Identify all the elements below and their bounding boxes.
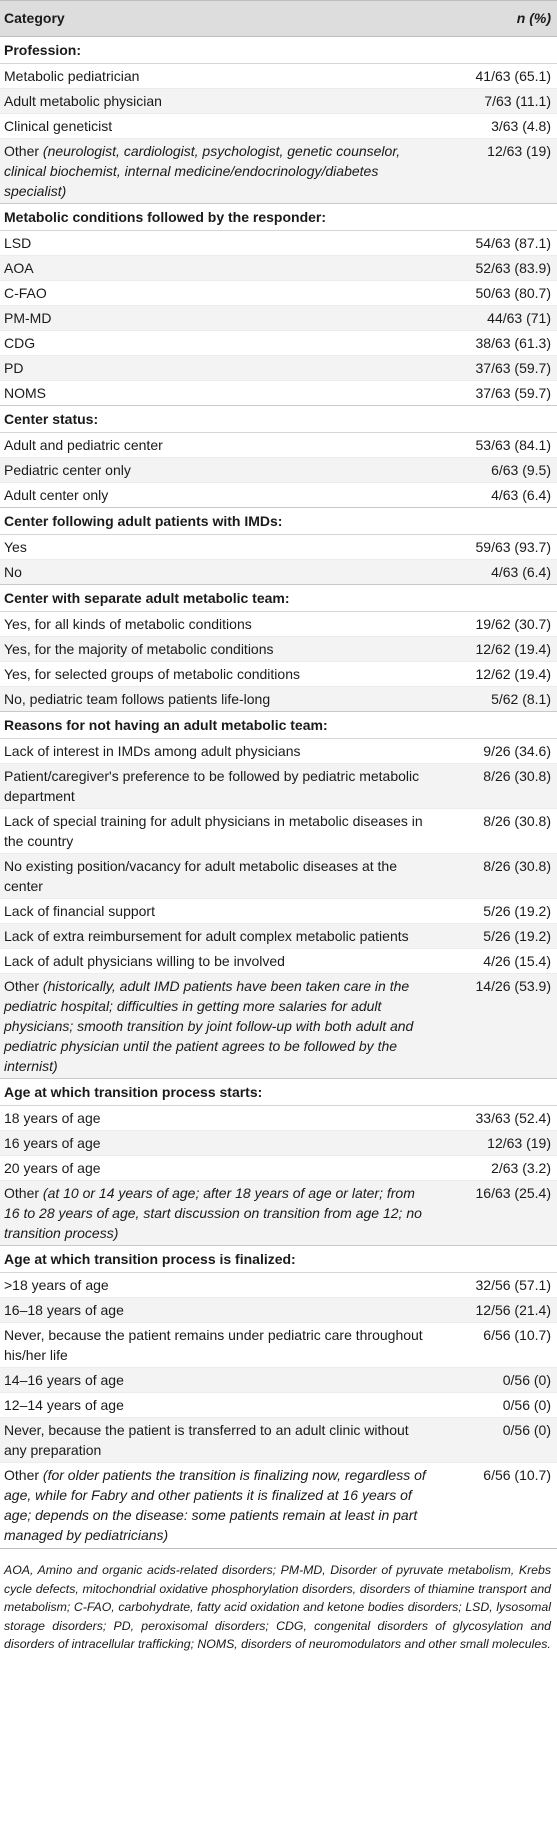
count-percent-cell: 53/63 (84.1) xyxy=(437,433,557,458)
count-percent-cell: 6/56 (10.7) xyxy=(437,1463,557,1548)
table-row xyxy=(0,433,557,458)
row-label: NOMS xyxy=(4,385,46,401)
category-cell xyxy=(0,458,437,483)
row-label: Other xyxy=(4,978,43,994)
row-label: Lack of interest in IMDs among adult physicians xyxy=(4,743,301,759)
category-cell xyxy=(0,1181,437,1246)
category-cell xyxy=(0,433,437,458)
category-cell xyxy=(0,1156,437,1181)
section-header-row xyxy=(0,37,557,64)
table-row xyxy=(0,949,557,974)
category-cell xyxy=(0,949,437,974)
table-row xyxy=(0,139,557,204)
count-percent-cell: 44/63 (71) xyxy=(437,306,557,331)
category-cell xyxy=(0,381,437,406)
row-label: Lack of adult physicians willing to be involved xyxy=(4,953,285,969)
section-title: Profession: xyxy=(0,37,557,64)
count-percent-cell: 54/63 (87.1) xyxy=(437,231,557,256)
count-percent-cell: 6/63 (9.5) xyxy=(437,458,557,483)
count-percent-cell: 5/62 (8.1) xyxy=(437,687,557,712)
category-cell xyxy=(0,1368,437,1393)
count-percent-cell: 12/62 (19.4) xyxy=(437,662,557,687)
category-cell xyxy=(0,1273,437,1298)
category-cell xyxy=(0,256,437,281)
table-row xyxy=(0,854,557,899)
section-title: Age at which transition process starts: xyxy=(0,1079,557,1106)
table-body xyxy=(0,37,557,1548)
count-percent-cell: 4/26 (15.4) xyxy=(437,949,557,974)
category-cell xyxy=(0,924,437,949)
count-percent-cell: 4/63 (6.4) xyxy=(437,560,557,585)
row-label: No existing position/vacancy for adult metabolic diseases at the center xyxy=(4,858,397,894)
category-cell xyxy=(0,764,437,809)
count-percent-cell: 38/63 (61.3) xyxy=(437,331,557,356)
row-label: Lack of special training for adult physicians in metabolic diseases in the country xyxy=(4,813,423,849)
category-cell xyxy=(0,1463,437,1548)
category-cell xyxy=(0,854,437,899)
table-row xyxy=(0,231,557,256)
row-label: 14–16 years of age xyxy=(4,1372,124,1388)
count-percent-cell: 8/26 (30.8) xyxy=(437,854,557,899)
section-title: Reasons for not having an adult metabolic team: xyxy=(0,712,557,739)
row-label: Adult metabolic physician xyxy=(4,93,162,109)
table-row xyxy=(0,458,557,483)
category-cell xyxy=(0,139,437,204)
row-label: PD xyxy=(4,360,24,376)
count-percent-cell: 5/26 (19.2) xyxy=(437,924,557,949)
table-row xyxy=(0,64,557,89)
section-header-row xyxy=(0,204,557,231)
table-row xyxy=(0,483,557,508)
category-cell xyxy=(0,974,437,1079)
table-row xyxy=(0,1368,557,1393)
table-row xyxy=(0,1393,557,1418)
row-label: Yes, for the majority of metabolic conditions xyxy=(4,641,274,657)
section-header-row xyxy=(0,1246,557,1273)
row-label: Other xyxy=(4,143,43,159)
table-row xyxy=(0,306,557,331)
table-row xyxy=(0,612,557,637)
count-percent-cell: 14/26 (53.9) xyxy=(437,974,557,1079)
table-row xyxy=(0,356,557,381)
row-label: Yes, for all kinds of metabolic conditions xyxy=(4,616,252,632)
count-percent-cell: 12/56 (21.4) xyxy=(437,1298,557,1323)
category-cell xyxy=(0,535,437,560)
table-row xyxy=(0,662,557,687)
table-row xyxy=(0,687,557,712)
table-row xyxy=(0,1418,557,1463)
table-row xyxy=(0,1323,557,1368)
table-row xyxy=(0,560,557,585)
count-percent-cell: 12/62 (19.4) xyxy=(437,637,557,662)
count-percent-cell: 3/63 (4.8) xyxy=(437,114,557,139)
count-percent-cell: 16/63 (25.4) xyxy=(437,1181,557,1246)
table-row xyxy=(0,739,557,764)
section-title: Center with separate adult metabolic team: xyxy=(0,585,557,612)
section-header-row xyxy=(0,585,557,612)
row-label: Lack of financial support xyxy=(4,903,155,919)
category-cell xyxy=(0,809,437,854)
table-row xyxy=(0,924,557,949)
category-cell xyxy=(0,1298,437,1323)
row-label: Yes, for selected groups of metabolic conditions xyxy=(4,666,300,682)
count-percent-cell: 0/56 (0) xyxy=(437,1393,557,1418)
table-row xyxy=(0,331,557,356)
row-label: PM-MD xyxy=(4,310,52,326)
row-label: AOA xyxy=(4,260,34,276)
count-percent-cell: 5/26 (19.2) xyxy=(437,899,557,924)
category-cell xyxy=(0,483,437,508)
row-note: (for older patients the transition is finalizing now, regardless of age, while for Fabry and other patients it is finalized at 16 years of age; depends on the disease: some patients remain at least in part managed by pediatricians) xyxy=(4,1467,426,1543)
row-label: Other xyxy=(4,1185,43,1201)
count-percent-cell: 8/26 (30.8) xyxy=(437,809,557,854)
row-note: (neurologist, cardiologist, psychologist, genetic counselor, clinical biochemist, internal medicine/endocrinology/diabetes specialist) xyxy=(4,143,401,199)
count-percent-cell: 0/56 (0) xyxy=(437,1368,557,1393)
section-header-row xyxy=(0,508,557,535)
table-header-row xyxy=(0,1,557,37)
table-row xyxy=(0,1298,557,1323)
count-percent-cell: 9/26 (34.6) xyxy=(437,739,557,764)
category-cell xyxy=(0,1418,437,1463)
category-cell xyxy=(0,1131,437,1156)
count-percent-cell: 2/63 (3.2) xyxy=(437,1156,557,1181)
category-cell xyxy=(0,612,437,637)
section-header-row xyxy=(0,712,557,739)
count-percent-cell: 4/63 (6.4) xyxy=(437,483,557,508)
row-label: 20 years of age xyxy=(4,1160,101,1176)
section-title: Metabolic conditions followed by the responder: xyxy=(0,204,557,231)
table-row xyxy=(0,1181,557,1246)
row-label: Other xyxy=(4,1467,43,1483)
category-cell xyxy=(0,1106,437,1131)
row-label: Adult center only xyxy=(4,487,109,503)
row-label: Adult and pediatric center xyxy=(4,437,163,453)
row-label: Never, because the patient is transferred to an adult clinic without any preparation xyxy=(4,1422,409,1458)
count-percent-cell: 7/63 (11.1) xyxy=(437,89,557,114)
table-row xyxy=(0,974,557,1079)
row-label: Pediatric center only xyxy=(4,462,131,478)
row-label: 18 years of age xyxy=(4,1110,101,1126)
row-label: No xyxy=(4,564,22,580)
table-row xyxy=(0,1273,557,1298)
row-label: Never, because the patient remains under pediatric care throughout his/her life xyxy=(4,1327,423,1363)
category-cell xyxy=(0,899,437,924)
count-percent-cell: 52/63 (83.9) xyxy=(437,256,557,281)
count-percent-cell: 6/56 (10.7) xyxy=(437,1323,557,1368)
count-percent-cell: 12/63 (19) xyxy=(437,1131,557,1156)
category-cell xyxy=(0,560,437,585)
section-title: Center status: xyxy=(0,406,557,433)
category-cell xyxy=(0,687,437,712)
category-column-header: Category xyxy=(0,1,437,37)
row-note: (at 10 or 14 years of age; after 18 years of age or later; from 16 to 28 years of age, start discussion on transition from age 12; no transition process) xyxy=(4,1185,422,1241)
row-label: Clinical geneticist xyxy=(4,118,113,134)
table-row xyxy=(0,899,557,924)
section-title: Age at which transition process is finalized: xyxy=(0,1246,557,1273)
row-label: CDG xyxy=(4,335,36,351)
n-percent-column-header: n (%) xyxy=(437,1,557,37)
section-header-row xyxy=(0,1079,557,1106)
row-label: Yes xyxy=(4,539,27,555)
row-label: LSD xyxy=(4,235,32,251)
table-row xyxy=(0,1131,557,1156)
category-cell xyxy=(0,637,437,662)
table-row xyxy=(0,764,557,809)
table-row xyxy=(0,281,557,306)
category-cell xyxy=(0,356,437,381)
row-label: No, pediatric team follows patients life-long xyxy=(4,691,271,707)
count-percent-cell: 12/63 (19) xyxy=(437,139,557,204)
category-cell xyxy=(0,114,437,139)
row-label: 16–18 years of age xyxy=(4,1302,124,1318)
table-row xyxy=(0,1106,557,1131)
table-row xyxy=(0,535,557,560)
count-percent-cell: 0/56 (0) xyxy=(437,1418,557,1463)
table-row xyxy=(0,1463,557,1548)
table-row xyxy=(0,637,557,662)
section-header-row xyxy=(0,406,557,433)
row-label: Metabolic pediatrician xyxy=(4,68,140,84)
row-label: >18 years of age xyxy=(4,1277,109,1293)
count-percent-cell: 59/63 (93.7) xyxy=(437,535,557,560)
category-cell xyxy=(0,1393,437,1418)
row-label: Lack of extra reimbursement for adult complex metabolic patients xyxy=(4,928,409,944)
count-percent-cell: 19/62 (30.7) xyxy=(437,612,557,637)
category-cell xyxy=(0,231,437,256)
count-percent-cell: 37/63 (59.7) xyxy=(437,356,557,381)
section-title: Center following adult patients with IMDs: xyxy=(0,508,557,535)
category-cell xyxy=(0,1323,437,1368)
count-percent-cell: 37/63 (59.7) xyxy=(437,381,557,406)
row-label: C-FAO xyxy=(4,285,47,301)
category-cell xyxy=(0,306,437,331)
table-row xyxy=(0,89,557,114)
category-cell xyxy=(0,331,437,356)
table-row xyxy=(0,381,557,406)
row-label: 16 years of age xyxy=(4,1135,101,1151)
row-label: Patient/caregiver's preference to be followed by pediatric metabolic department xyxy=(4,768,420,804)
count-percent-cell: 50/63 (80.7) xyxy=(437,281,557,306)
category-cell xyxy=(0,662,437,687)
category-cell xyxy=(0,739,437,764)
count-percent-cell: 41/63 (65.1) xyxy=(437,64,557,89)
count-percent-cell: 33/63 (52.4) xyxy=(437,1106,557,1131)
table-row xyxy=(0,114,557,139)
row-label: 12–14 years of age xyxy=(4,1397,124,1413)
count-percent-cell: 8/26 (30.8) xyxy=(437,764,557,809)
count-percent-cell: 32/56 (57.1) xyxy=(437,1273,557,1298)
row-note: (historically, adult IMD patients have been taken care in the pediatric hospital; difficulties in getting more salaries for adult physicians; smooth transition by joint follow-up with both adult and pediatric physician until the patient agrees to be followed by the internist) xyxy=(4,978,414,1074)
abbreviations-footnote: AOA, Amino and organic acids-related disorders; PM-MD, Disorder of pyruvate metabolism, Krebs cycle defects, mitochondrial oxidative phosphorylation disorders, disorders of thiamine transport and metabolism; C-FAO, carbohydrate, fatty acid oxidation and ketone bodies disorders; LSD, lysosomal storage disorders; PD, peroxisomal disorders; CDG, congenital disorders of glycosylation and disorders of intracellular trafficking; NOMS, disorders of neuromodulators and other small molecules. xyxy=(0,1548,557,1654)
table-row xyxy=(0,809,557,854)
category-cell xyxy=(0,89,437,114)
category-cell xyxy=(0,281,437,306)
table-row xyxy=(0,256,557,281)
table-row xyxy=(0,1156,557,1181)
category-cell xyxy=(0,64,437,89)
